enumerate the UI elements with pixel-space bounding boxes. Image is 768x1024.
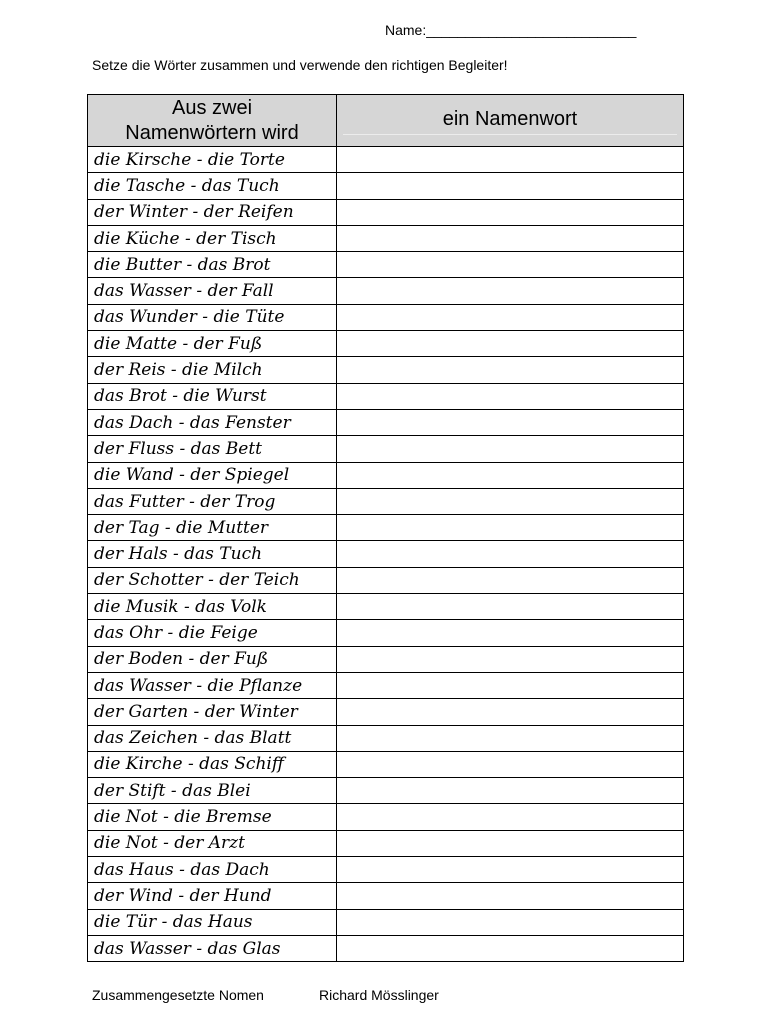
word-pair-cell: das Ohr - die Feige	[88, 620, 337, 646]
word-pair-cell: der Fluss - das Bett	[88, 436, 337, 462]
word-pair-cell: der Reis - die Milch	[88, 357, 337, 383]
footer-title: Zusammengesetzte Nomen	[92, 987, 264, 1003]
word-pair-cell: die Butter - das Brot	[88, 252, 337, 278]
table-row	[88, 751, 684, 777]
answer-cell[interactable]	[337, 331, 684, 357]
table-row	[88, 778, 684, 804]
footer	[92, 987, 439, 1003]
answer-cell[interactable]	[337, 672, 684, 698]
table-row	[88, 252, 684, 278]
answer-cell[interactable]	[337, 883, 684, 909]
word-pair-cell: das Zeichen - das Blatt	[88, 725, 337, 751]
answer-cell[interactable]	[337, 594, 684, 620]
answer-cell[interactable]	[337, 646, 684, 672]
word-pair-cell: das Wasser - die Pflanze	[88, 672, 337, 698]
word-pair-cell: der Hals - das Tuch	[88, 541, 337, 567]
answer-cell[interactable]	[337, 541, 684, 567]
column-header-source-line2: Namenwörtern wird	[125, 121, 299, 144]
column-header-source	[88, 95, 337, 147]
word-pair-cell: das Wasser - der Fall	[88, 278, 337, 304]
answer-cell[interactable]	[337, 751, 684, 777]
table-row	[88, 541, 684, 567]
word-pair-cell: die Küche - der Tisch	[88, 225, 337, 251]
word-pair-cell: die Musik - das Volk	[88, 594, 337, 620]
word-pair-cell: der Schotter - der Teich	[88, 567, 337, 593]
answer-cell[interactable]	[337, 357, 684, 383]
name-field-label: Name:___________________________	[385, 22, 637, 38]
word-pair-cell: der Wind - der Hund	[88, 883, 337, 909]
answer-cell[interactable]	[337, 199, 684, 225]
column-header-source-line1: Aus zwei	[171, 96, 253, 119]
table-row	[88, 199, 684, 225]
table-row	[88, 909, 684, 935]
answer-cell[interactable]	[337, 567, 684, 593]
word-pair-cell: das Futter - der Trog	[88, 488, 337, 514]
answer-cell[interactable]	[337, 935, 684, 961]
answer-cell[interactable]	[337, 462, 684, 488]
word-pair-cell: das Brot - die Wurst	[88, 383, 337, 409]
word-pair-cell: die Kirche - das Schiff	[88, 751, 337, 777]
table-row	[88, 857, 684, 883]
answer-cell[interactable]	[337, 909, 684, 935]
word-pair-cell: der Tag - die Mutter	[88, 515, 337, 541]
answer-cell[interactable]	[337, 515, 684, 541]
table-row	[88, 567, 684, 593]
column-header-answer	[337, 95, 684, 147]
table-row	[88, 883, 684, 909]
instruction-text: Setze die Wörter zusammen und verwende den richtigen Begleiter!	[92, 57, 508, 73]
table-row	[88, 699, 684, 725]
table-row	[88, 331, 684, 357]
word-pair-cell: der Boden - der Fuß	[88, 646, 337, 672]
word-pair-cell: das Haus - das Dach	[88, 857, 337, 883]
table-row	[88, 278, 684, 304]
table-header-row	[88, 95, 684, 147]
table-row	[88, 725, 684, 751]
table-row	[88, 383, 684, 409]
answer-cell[interactable]	[337, 725, 684, 751]
table-row	[88, 147, 684, 173]
answer-cell[interactable]	[337, 173, 684, 199]
word-pair-cell: die Not - die Bremse	[88, 804, 337, 830]
table-row	[88, 515, 684, 541]
word-pair-cell: die Matte - der Fuß	[88, 331, 337, 357]
answer-cell[interactable]	[337, 278, 684, 304]
word-pair-cell: die Kirsche - die Torte	[88, 147, 337, 173]
answer-cell[interactable]	[337, 436, 684, 462]
answer-cell[interactable]	[337, 225, 684, 251]
word-pair-cell: die Tasche - das Tuch	[88, 173, 337, 199]
word-pair-cell: der Garten - der Winter	[88, 699, 337, 725]
word-pair-cell: der Stift - das Blei	[88, 778, 337, 804]
answer-cell[interactable]	[337, 804, 684, 830]
answer-cell[interactable]	[337, 857, 684, 883]
answer-cell[interactable]	[337, 778, 684, 804]
table-row	[88, 620, 684, 646]
word-pair-cell: die Wand - der Spiegel	[88, 462, 337, 488]
word-pair-cell: die Not - der Arzt	[88, 830, 337, 856]
answer-cell[interactable]	[337, 252, 684, 278]
answer-cell[interactable]	[337, 699, 684, 725]
table-row	[88, 173, 684, 199]
word-pair-cell: das Wunder - die Tüte	[88, 304, 337, 330]
table-row	[88, 646, 684, 672]
column-header-answer-label: ein Namenwort	[343, 107, 677, 135]
table-row	[88, 935, 684, 961]
footer-author: Richard Mösslinger	[319, 987, 439, 1003]
table-row	[88, 225, 684, 251]
table-row	[88, 409, 684, 435]
word-pair-cell: die Tür - das Haus	[88, 909, 337, 935]
answer-cell[interactable]	[337, 830, 684, 856]
table-row	[88, 436, 684, 462]
table-row	[88, 304, 684, 330]
worksheet-table	[87, 94, 684, 962]
table-row	[88, 830, 684, 856]
table-row	[88, 672, 684, 698]
answer-cell[interactable]	[337, 304, 684, 330]
word-pair-cell: das Wasser - das Glas	[88, 935, 337, 961]
table-row	[88, 804, 684, 830]
table-row	[88, 594, 684, 620]
table-row	[88, 462, 684, 488]
table-row	[88, 357, 684, 383]
word-pair-cell: das Dach - das Fenster	[88, 409, 337, 435]
answer-cell[interactable]	[337, 620, 684, 646]
word-pair-cell: der Winter - der Reifen	[88, 199, 337, 225]
answer-cell[interactable]	[337, 409, 684, 435]
answer-cell[interactable]	[337, 383, 684, 409]
table-row	[88, 488, 684, 514]
answer-cell[interactable]	[337, 488, 684, 514]
answer-cell[interactable]	[337, 147, 684, 173]
